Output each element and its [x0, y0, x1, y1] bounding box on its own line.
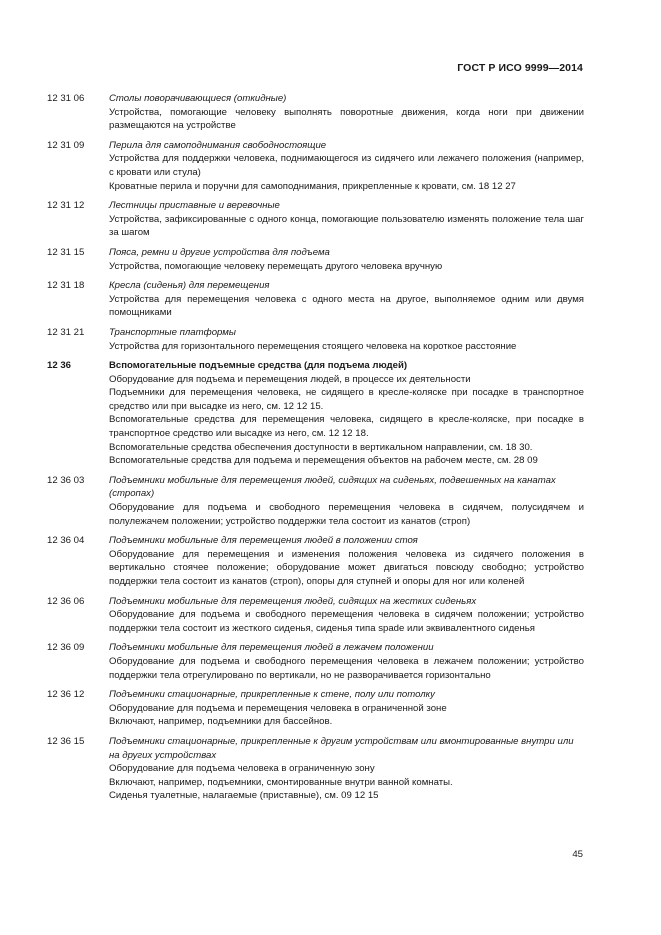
classification-entry	[47, 139, 584, 193]
entry-body	[109, 595, 584, 636]
entry-code: 12 36	[47, 360, 72, 372]
classification-entry	[47, 534, 584, 588]
classification-entry	[47, 595, 584, 636]
entry-title: Подъемники мобильные для перемещения людей в положении стоя	[109, 535, 418, 547]
entry-code: 12 31 21	[47, 326, 85, 338]
classification-entry	[47, 359, 584, 468]
entry-body	[109, 641, 584, 682]
entry-title: Транспортные платформы	[109, 326, 236, 338]
entry-description: Подъемники для перемещения человека, не сидящего в кресле-коляске при посадке в транспортное средство или при высадке из него, см. 12 12 15.	[109, 387, 584, 412]
entry-body	[109, 326, 584, 353]
entry-description: Устройства для горизонтального перемещения стоящего человека на короткое расстояние	[109, 340, 517, 352]
page-number: 45	[572, 849, 583, 860]
entry-description: Оборудование для перемещения и изменения положения человека из сидячего положения в вертикально стоячее положение; оборудование может двигаться повсюду свободно; устройство поддержки тела состоит из канатов (строп), опоры для ступней и опоры для ног или коленей	[109, 548, 584, 587]
entry-body	[109, 246, 584, 273]
entry-code: 12 36 15	[47, 735, 85, 747]
entry-title: Пояса, ремни и другие устройства для подъема	[109, 246, 330, 258]
entry-code: 12 31 06	[47, 93, 85, 104]
document-header: ГОСТ Р ИСО 9999—2014	[457, 62, 583, 74]
entry-code: 12 36 04	[47, 535, 85, 547]
entry-body	[109, 199, 584, 240]
entry-description: Оборудование для подъема человека в ограниченную зону	[109, 763, 375, 775]
entry-title: Подъемники мобильные для перемещения людей в лежачем положении	[109, 642, 434, 654]
entry-description: Оборудование для подъема и свободного перемещения человека в лежачем положении; устройство поддержки тела отрегулировано по вертикали, но не разворачивается горизонтально	[109, 655, 584, 681]
classification-entry	[47, 474, 584, 528]
entry-body	[109, 534, 584, 588]
entry-body	[109, 92, 584, 133]
entry-code: 12 31 12	[47, 200, 85, 212]
entry-title: Перила для самоподнимания свободностоящие	[109, 139, 327, 151]
entry-code: 12 31 15	[47, 246, 85, 258]
entry-title: Столы поворачивающиеся (откидные)	[109, 93, 287, 104]
classification-entry	[47, 735, 584, 803]
entry-title: Подъемники мобильные для перемещения людей, сидящих на сиденьях, подвешенных на канатах (стропах)	[109, 474, 556, 500]
entry-body	[109, 359, 584, 468]
entry-description: Устройства, помогающие человеку выполнять поворотные движения, когда ноги при движении размещаются на устройстве	[109, 106, 584, 132]
entry-description: Устройства для перемещения человека с одного места на другое, выполняемое одним или двумя помощниками	[109, 293, 584, 319]
entry-description: Вспомогательные средства обеспечения доступности в вертикальном направлении, см. 18 30.	[109, 441, 533, 453]
entry-code: 12 36 09	[47, 642, 85, 654]
entry-description: Устройства, зафиксированные с одного конца, помогающие пользователю изменять положение тела шаг за шагом	[109, 213, 584, 239]
classification-entry	[47, 279, 584, 320]
entry-description: Вспомогательные средства для перемещения человека, сидящего в кресле-коляске, при посадке в транспортное средство или высадке из него, см. 12 12 18.	[109, 414, 584, 440]
entry-description: Сиденья туалетные, налагаемые (приставные), см. 09 12 15	[109, 790, 379, 802]
classification-entry	[47, 246, 584, 273]
entry-description: Устройства для поддержки человека, поднимающегося из сидячего или лежачего положения (например, с кровати или стула)	[109, 153, 584, 178]
classification-entry	[47, 92, 584, 133]
classification-entry	[47, 199, 584, 240]
entry-body	[109, 139, 584, 193]
entry-code: 12 36 06	[47, 595, 85, 607]
classification-entry	[47, 641, 584, 682]
entry-description: Вспомогательные средства для подъема и перемещения объектов на рабочем месте, см. 28 09	[109, 455, 538, 467]
entry-description: Оборудование для подъема и свободного перемещения человека в сидячем положении; устройство поддержки тела состоит из жесткого сиденья, сиденья типа spade или эквивалентного сиденья	[109, 609, 584, 634]
entry-code: 12 36 12	[47, 689, 85, 701]
entry-title: Вспомогательные подъемные средства (для подъема людей)	[109, 360, 408, 372]
entry-title: Подъемники мобильные для перемещения людей, сидящих на жестких сиденьях	[109, 595, 477, 607]
classification-entry	[47, 326, 584, 353]
entry-title: Подъемники стационарные, прикрепленные к другим устройствам или вмонтированные внутри или на других устройствах	[109, 735, 574, 761]
classification-entry	[47, 688, 584, 729]
entry-title: Подъемники стационарные, прикрепленные к стене, полу или потолку	[109, 689, 435, 701]
entry-title: Кресла (сиденья) для перемещения	[109, 280, 270, 292]
entry-description: Оборудование для подъема и перемещения человека в ограниченной зоне	[109, 702, 447, 714]
entry-title: Лестницы приставные и веревочные	[109, 200, 280, 212]
entry-body	[109, 688, 584, 729]
entry-body	[109, 735, 584, 803]
entry-description: Оборудование для подъема и свободного перемещения человека в сидячем, полусидячем и полулежачем положении; устройство поддержки тела состоит из канатов (строп)	[109, 502, 584, 527]
entry-body	[109, 279, 584, 320]
entry-description: Включают, например, подъемники, смонтированные внутри ванной комнаты.	[109, 776, 453, 788]
classification-list	[47, 92, 584, 809]
entry-description: Кроватные перила и поручни для самоподнимания, прикрепленные к кровати, см. 18 12 27	[109, 180, 516, 192]
entry-code: 12 36 03	[47, 474, 85, 486]
entry-code: 12 31 09	[47, 139, 85, 151]
entry-description: Устройства, помогающие человеку перемещать другого человека вручную	[109, 260, 443, 272]
entry-description: Оборудование для подъема и перемещения людей, в процессе их деятельности	[109, 373, 471, 385]
entry-code: 12 31 18	[47, 280, 85, 292]
entry-description: Включают, например, подъемники для бассейнов.	[109, 716, 333, 728]
entry-body	[109, 474, 584, 528]
